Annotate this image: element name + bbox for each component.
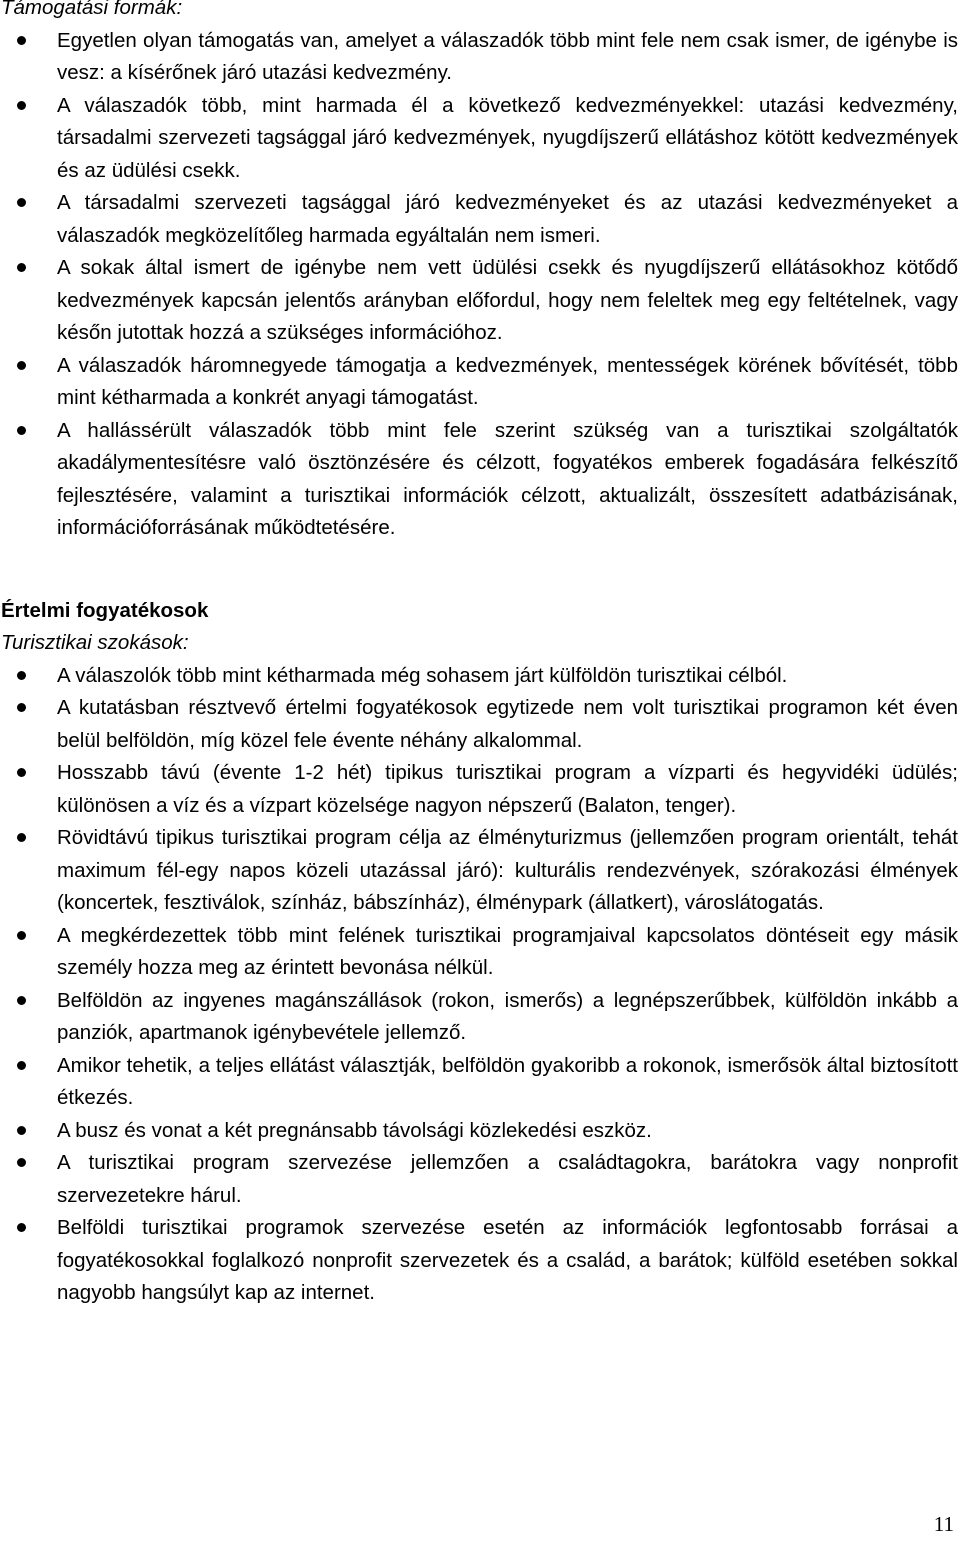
- list-item: [0, 660, 958, 693]
- list-item-text: Amikor tehetik, a teljes ellátást választják, belföldön gyakoribb a rokonok, ismerősök által biztosított étkezés.: [57, 1053, 958, 1109]
- list-item-text: A busz és vonat a két pregnánsabb távolsági közlekedési eszköz.: [57, 1118, 652, 1142]
- list-item: [0, 920, 958, 985]
- bullet-icon: [17, 931, 26, 940]
- bullet-icon: [17, 1126, 26, 1135]
- list-item: [0, 757, 958, 822]
- list-item: [0, 350, 958, 415]
- bullet-icon: [17, 996, 26, 1005]
- list-item: [0, 187, 958, 252]
- bullet-icon: [17, 198, 26, 207]
- list-item: [0, 822, 958, 920]
- list-item-text: A válaszadók háromnegyede támogatja a kedvezmények, mentességek körének bővítését, több mint kétharmada a konkrét anyagi támogatást.: [57, 353, 958, 409]
- list-item-text: A társadalmi szervezeti tagsággal járó kedvezményeket és az utazási kedvezményeket a válaszadók megközelítőleg harmada egyáltalán nem ismeri.: [57, 191, 958, 247]
- bullet-icon: [17, 1061, 26, 1070]
- list-item: [0, 692, 958, 757]
- section-subheading-support-forms: Támogatási formák:: [1, 0, 183, 19]
- page-number: 11: [933, 1512, 954, 1536]
- list-item-text: Rövidtávú tipikus turisztikai program célja az élményturizmus (jellemzően program orientált, tehát maximum fél-egy napos közeli utazással járó): kulturális rendezvények, szórakozási élmények (koncertek, fesztiválok, színház, bábszínház), élménypark (állatkert), városlátogatás.: [57, 826, 958, 914]
- list-item: [0, 25, 958, 90]
- bullet-icon: [17, 426, 26, 435]
- section-subheading-tourism-habits: Turisztikai szokások:: [1, 631, 189, 654]
- list-item-text: A turisztikai program szervezése jellemzően a családtagokra, barátokra vagy nonprofit szervezetekre hárul.: [57, 1151, 958, 1207]
- list-item-text: Belföldön az ingyenes magánszállások (rokon, ismerős) a legnépszerűbbek, külföldön inkább a panziók, apartmanok igénybevétele jellemző.: [57, 988, 958, 1044]
- list-item: [0, 1050, 958, 1115]
- bullet-icon: [17, 703, 26, 712]
- list-item: [0, 985, 958, 1050]
- bullet-list-support-forms: [0, 25, 958, 545]
- bullet-list-tourism-habits: [0, 660, 958, 1310]
- list-item: [0, 415, 958, 545]
- bullet-icon: [17, 833, 26, 842]
- bullet-icon: [17, 101, 26, 110]
- bullet-icon: [17, 36, 26, 45]
- bullet-icon: [17, 1158, 26, 1167]
- list-item: [0, 90, 958, 188]
- section-title-intellectual-disability: Értelmi fogyatékosok: [1, 598, 209, 622]
- section-spacer: [0, 545, 958, 595]
- list-item-text: A válaszolók több mint kétharmada még sohasem járt külföldön turisztikai célból.: [57, 663, 788, 687]
- list-item-text: Egyetlen olyan támogatás van, amelyet a válaszadók több mint fele nem csak ismer, de igénybe is vesz: a kísérőnek járó utazási kedvezmény.: [57, 28, 958, 84]
- list-item: [0, 1115, 958, 1148]
- list-item-text: A kutatásban résztvevő értelmi fogyatékosok egytizede nem volt turisztikai programon két éven belül belföldön, míg közel fele évente néhány alkalommal.: [57, 696, 958, 752]
- list-item-text: A megkérdezettek több mint felének turisztikai programjaival kapcsolatos döntéseit egy másik személy hozza meg az érintett bevonása nélkül.: [57, 923, 958, 979]
- bullet-icon: [17, 263, 26, 272]
- list-item: [0, 1212, 958, 1310]
- list-item-text: A hallássérült válaszadók több mint fele szerint szükség van a turisztikai szolgáltatók akadálymentesítésre való ösztönzésére és célzott, fogyatékos emberek fogadására felkészítő fejlesztésére, valamint a turisztikai információk célzott, aktualizált, összesített adatbázisának, információforrásának működtetésére.: [57, 418, 958, 539]
- list-item-text: A sokak által ismert de igénybe nem vett üdülési csekk és nyugdíjszerű ellátásokhoz kötődő kedvezmények kapcsán jelentős arányban előfordul, hogy nem feleltek meg egy feltételnek, vagy későn jutottak hozzá a szükséges információhoz.: [57, 256, 958, 344]
- bullet-icon: [17, 1223, 26, 1232]
- bullet-icon: [17, 768, 26, 777]
- list-item: [0, 1147, 958, 1212]
- list-item: [0, 252, 958, 350]
- list-item-text: A válaszadók több, mint harmada él a következő kedvezményekkel: utazási kedvezmény, társadalmi szervezeti tagsággal járó kedvezmények, nyugdíjszerű ellátáshoz kötött kedvezmények és az üdülési csekk.: [57, 93, 958, 182]
- list-item-text: Hosszabb távú (évente 1-2 hét) tipikus turisztikai program a vízparti és hegyvidéki üdülés; különösen a víz és a vízpart közelsége nagyon népszerű (Balaton, tenger).: [57, 761, 958, 817]
- list-item-text: Belföldi turisztikai programok szervezése esetén az információk legfontosabb forrásai a fogyatékosokkal foglalkozó nonprofit szervezetek és a család, a barátok; külföld esetében sokkal nagyobb hangsúlyt kap az internet.: [57, 1216, 958, 1304]
- bullet-icon: [17, 671, 26, 680]
- bullet-icon: [17, 361, 26, 370]
